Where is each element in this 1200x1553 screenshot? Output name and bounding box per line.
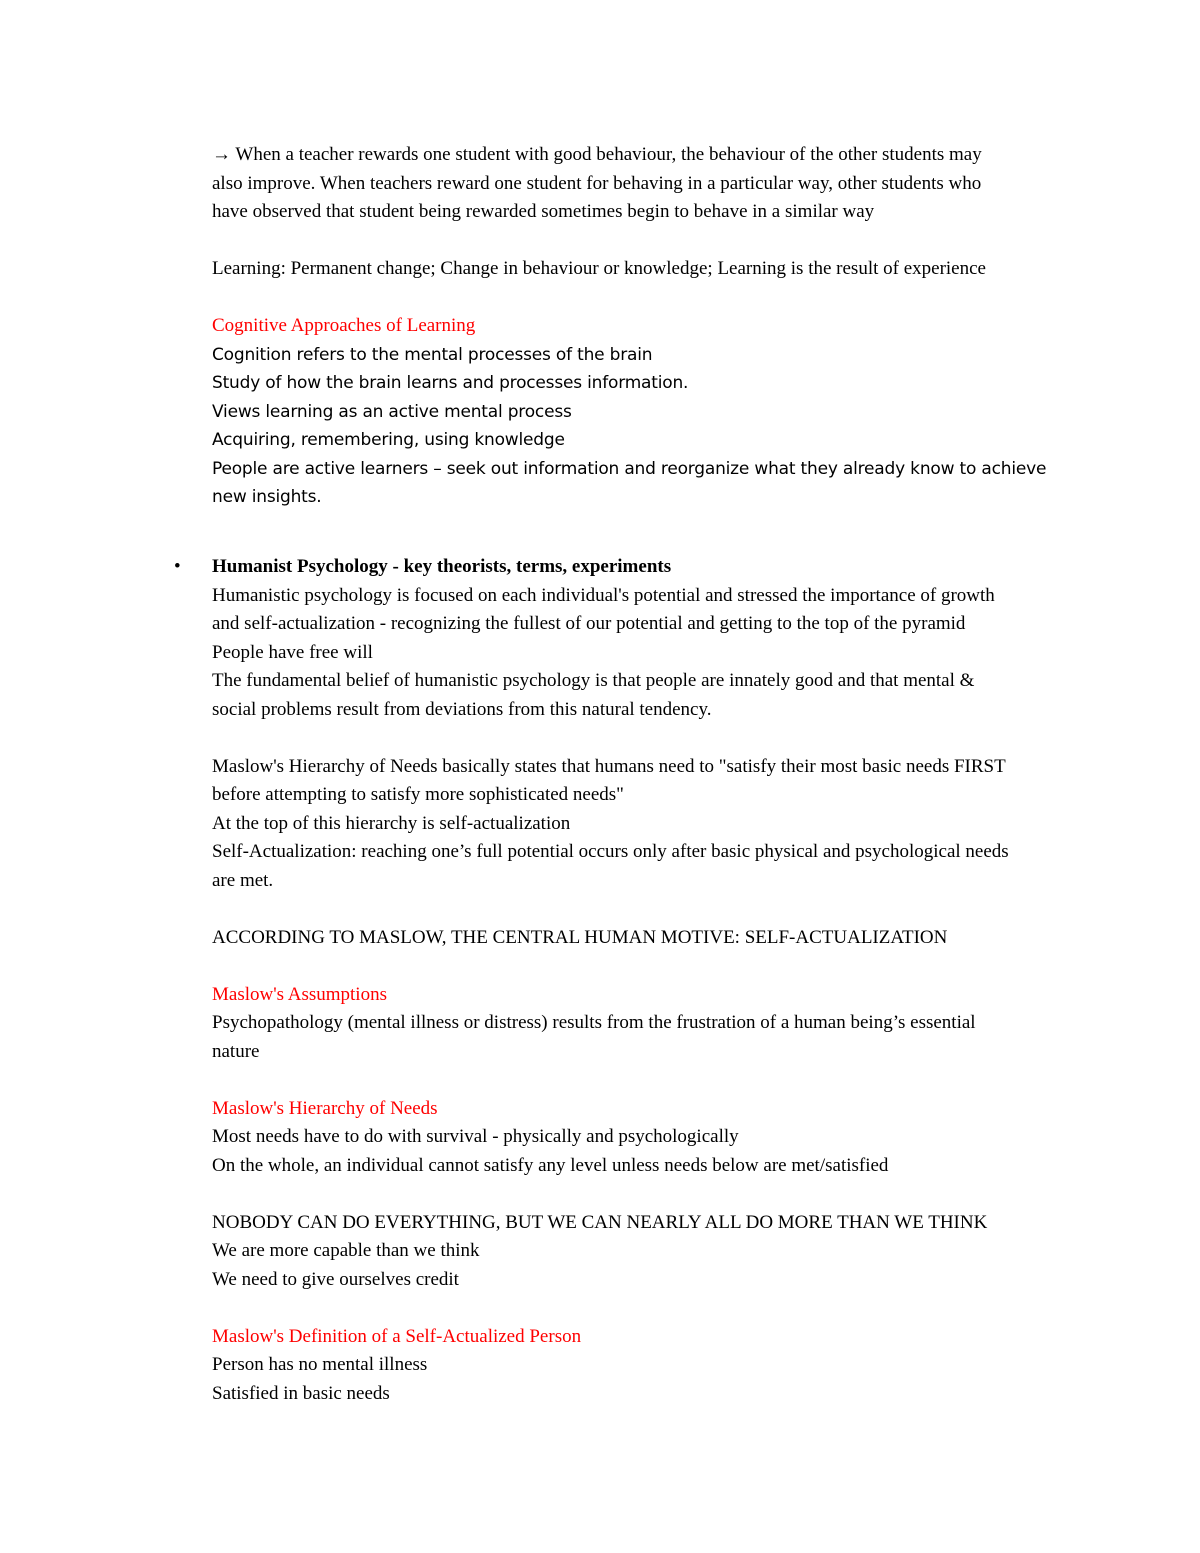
- central-motive: ACCORDING TO MASLOW, THE CENTRAL HUMAN MOTIVE: SELF-ACTUALIZATION: [212, 926, 948, 948]
- maslow-line-1: Maslow's Hierarchy of Needs basically states that humans need to "satisfy their most basic needs FIRST: [212, 755, 1006, 777]
- spacer: [212, 284, 1132, 313]
- cognitive-line-3: Views learning as an active mental process: [212, 401, 572, 422]
- maslow-line-2: before attempting to satisfy more sophisticated needs": [212, 784, 624, 805]
- intro-line-3: have observed that student being rewarded sometimes begin to behave in a similar way: [212, 201, 875, 222]
- definition-heading: Maslow's Definition of a Self-Actualized Person: [212, 1325, 582, 1347]
- quote-sub-line-2: We need to give ourselves credit: [212, 1268, 459, 1290]
- intro-line-2: also improve. When teachers reward one student for behaving in a particular way, other students who: [212, 172, 982, 194]
- spacer: [212, 1066, 1132, 1095]
- hierarchy-line-1: Most needs have to do with survival - physically and psychologically: [212, 1126, 739, 1147]
- humanist-line-4: The fundamental belief of humanistic psychology is that people are innately good and that mental &: [212, 670, 975, 691]
- intro-line-1: → When a teacher rewards one student with good behaviour, the behaviour of the other students may: [212, 144, 982, 165]
- document-body: [174, 141, 1132, 1408]
- maslow-line-5: are met.: [212, 869, 274, 891]
- hierarchy-line-2: On the whole, an individual cannot satisfy any level unless needs below are met/satisfied: [212, 1154, 889, 1176]
- bullet-icon: •: [174, 556, 181, 577]
- quote-line: NOBODY CAN DO EVERYTHING, BUT WE CAN NEARLY ALL DO MORE THAN WE THINK: [212, 1211, 988, 1233]
- spacer: [212, 1294, 1132, 1323]
- humanist-title: Humanist Psychology - key theorists, terms, experiments: [212, 556, 672, 577]
- cognitive-line-4: Acquiring, remembering, using knowledge: [212, 430, 565, 450]
- spacer: [212, 895, 1132, 924]
- spacer: [212, 1180, 1132, 1209]
- quote-sub-line-1: We are more capable than we think: [212, 1240, 480, 1261]
- maslow-line-3: At the top of this hierarchy is self-actualization: [212, 812, 571, 834]
- cognitive-line-6: new insights.: [212, 487, 322, 507]
- assumptions-line-2: nature: [212, 1040, 260, 1062]
- cognitive-line-5: People are active learners – seek out information and reorganize what they already know to achieve: [212, 458, 1047, 479]
- spacer: [212, 227, 1132, 256]
- humanist-line-1: Humanistic psychology is focused on each individual's potential and stressed the importance of growth: [212, 584, 995, 606]
- definition-line-2: Satisfied in basic needs: [212, 1382, 390, 1404]
- definition-line-1: Person has no mental illness: [212, 1354, 428, 1375]
- assumptions-heading: Maslow's Assumptions: [212, 983, 387, 1005]
- humanist-line-3: People have free will: [212, 641, 373, 663]
- cognitive-heading: Cognitive Approaches of Learning: [212, 315, 476, 336]
- spacer: [212, 952, 1132, 981]
- spacer: [212, 724, 1132, 753]
- cognitive-line-1: Cognition refers to the mental processes of the brain: [212, 344, 653, 365]
- learning-definition: Learning: Permanent change; Change in behaviour or knowledge; Learning is the result of experience: [212, 258, 986, 279]
- cognitive-line-2: Study of how the brain learns and processes information.: [212, 373, 689, 393]
- spacer: [212, 512, 1132, 541]
- humanist-bullet-item: [174, 540, 1132, 582]
- assumptions-line-1: Psychopathology (mental illness or distress) results from the frustration of a human being’s essential: [212, 1012, 976, 1033]
- humanist-line-2: and self-actualization - recognizing the fullest of our potential and getting to the top of the pyramid: [212, 613, 966, 634]
- humanist-line-5: social problems result from deviations from this natural tendency.: [212, 698, 712, 720]
- hierarchy-heading: Maslow's Hierarchy of Needs: [212, 1097, 438, 1119]
- maslow-line-4: Self-Actualization: reaching one’s full potential occurs only after basic physical and psychological needs: [212, 841, 1009, 862]
